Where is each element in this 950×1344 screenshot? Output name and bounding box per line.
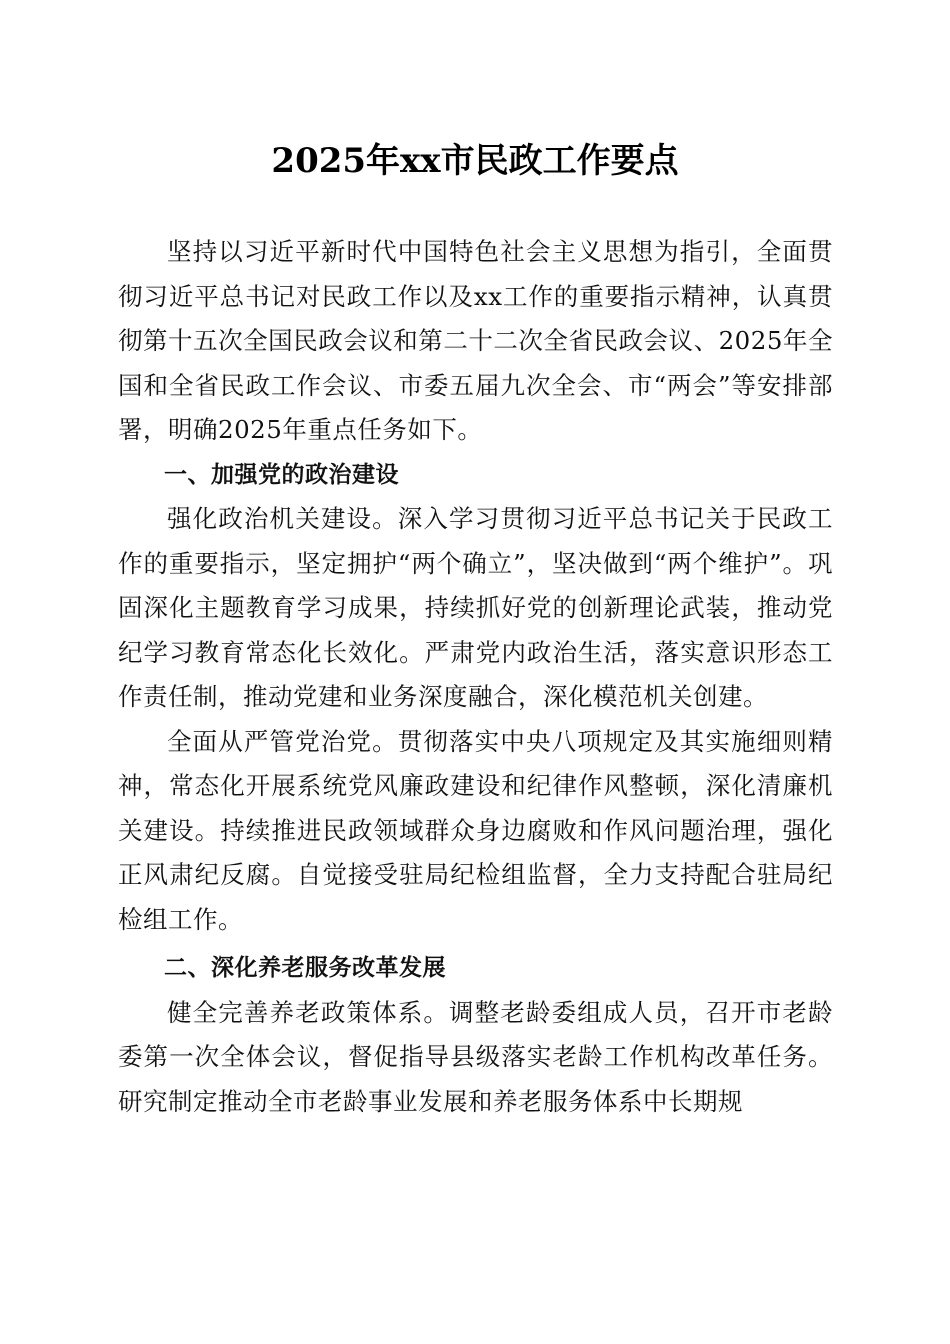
section-paragraph: 强化政治机关建设。深入学习贯彻习近平总书记关于民政工作的重要指示，坚定拥护“两个确立”，坚决做到“两个维护”。巩固深化主题教育学习成果，持续抓好党的创新理论武装，推动党纪学习教育常态化长效化。严肃党内政治生活，落实意识形态工作责任制，推动党建和业务深度融合，深化模范机关创建。 xyxy=(118,504,833,711)
document-body xyxy=(118,230,833,1124)
section-heading: 二、深化养老服务改革发展 xyxy=(164,955,446,981)
section-paragraph: 全面从严管党治党。贯彻落实中央八项规定及其实施细则精神，常态化开展系统党风廉政建设和纪律作风整顿，深化清廉机关建设。持续推进民政领域群众身边腐败和作风问题治理，强化正风肃纪反腐。自觉接受驻局纪检组监督，全力支持配合驻局纪检组工作。 xyxy=(118,726,833,934)
section-heading: 一、加强党的政治建设 xyxy=(164,461,399,488)
section-paragraph: 健全完善养老政策体系。调整老龄委组成人员，召开市老龄委第一次全体会议，督促指导县级落实老龄工作机构改革任务。研究制定推动全市老龄事业发展和养老服务体系中长期规 xyxy=(118,997,833,1116)
document-title: 2025年xx市民政工作要点 xyxy=(271,141,679,181)
intro-paragraph: 坚持以习近平新时代中国特色社会主义思想为指引，全面贯彻习近平总书记对民政工作以及xx工作的重要指示精神，认真贯彻第十五次全国民政会议和第二十二次全省民政会议、2025年全国和全省民政工作会议、市委五届九次全会、市“两会”等安排部署，明确2025年重点任务如下。 xyxy=(118,237,833,444)
